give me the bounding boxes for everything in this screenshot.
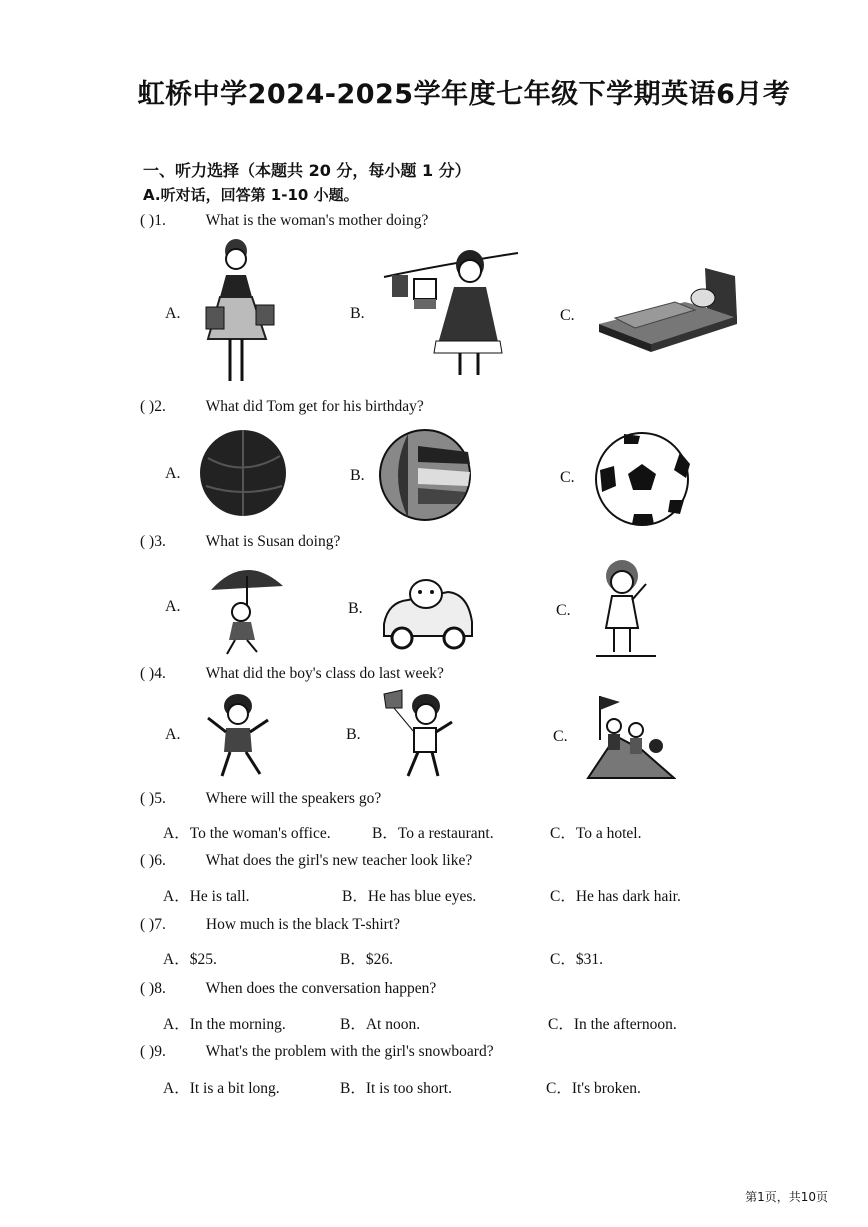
volleyball-icon (378, 428, 473, 523)
option-b[interactable]: B．He has blue eyes. (342, 888, 477, 905)
answer-blank[interactable]: ( )8. (140, 980, 166, 997)
option-c[interactable]: C．To a hotel. (550, 825, 642, 842)
boy-flying-kite-icon (378, 688, 458, 780)
answer-blank[interactable]: ( )2. (140, 398, 166, 415)
page-number: 第1页，共10页 (745, 1190, 828, 1204)
option-a[interactable]: A．To the woman's office. (163, 825, 331, 842)
question-3 (140, 533, 340, 551)
question-1 (140, 212, 428, 230)
option-label-b: B. (348, 600, 363, 617)
question-text: How much is the black T-shirt? (205, 916, 401, 933)
option-a[interactable]: A．$25. (163, 951, 217, 968)
answer-blank[interactable]: ( )1. (140, 212, 166, 229)
part-heading: A.听对话，回答第 1-10 小题。 (143, 186, 359, 204)
soccer-ball-icon (594, 430, 694, 528)
bed-icon (595, 262, 740, 352)
question-text: What did the boy's class do last week? (205, 665, 444, 682)
answer-blank[interactable]: ( )7. (140, 916, 166, 933)
question-text: What's the problem with the girl's snowboard? (205, 1043, 494, 1060)
option-label-a: A. (165, 465, 181, 482)
question-8 (140, 980, 436, 998)
option-c[interactable]: C．$31. (550, 951, 603, 968)
girl-waving-icon (590, 556, 660, 660)
question-2 (140, 398, 424, 416)
answer-blank[interactable]: ( )6. (140, 852, 166, 869)
boy-dancing-icon (198, 688, 278, 780)
question-text: What did Tom get for his birthday? (205, 398, 424, 415)
answer-blank[interactable]: ( )4. (140, 665, 166, 682)
option-c[interactable]: C．It's broken. (546, 1080, 641, 1097)
option-b[interactable]: B．It is too short. (340, 1080, 452, 1097)
question-text: Where will the speakers go? (205, 790, 382, 807)
option-label-b: B. (346, 726, 361, 743)
option-label-c: C. (560, 469, 575, 486)
question-text: What is Susan doing? (205, 533, 341, 550)
woman-shopping-icon (200, 235, 290, 385)
option-label-a: A. (165, 598, 181, 615)
option-a[interactable]: A．He is tall. (163, 888, 250, 905)
section-heading: 一、听力选择（本题共 20 分，每小题 1 分） (143, 161, 471, 180)
page-title: 虹桥中学2024-2025学年度七年级下学期英语6月考 (137, 79, 791, 110)
option-c[interactable]: C．He has dark hair. (550, 888, 681, 905)
question-text: What does the girl's new teacher look like? (205, 852, 473, 869)
question-text: When does the conversation happen? (205, 980, 437, 997)
option-label-c: C. (556, 602, 571, 619)
question-9 (140, 1043, 494, 1061)
option-c[interactable]: C．In the afternoon. (548, 1016, 677, 1033)
question-text: What is the woman's mother doing? (205, 212, 429, 229)
option-a[interactable]: A．It is a bit long. (163, 1080, 280, 1097)
question-4 (140, 665, 444, 683)
question-6 (140, 852, 472, 870)
basketball-icon (198, 428, 288, 518)
dog-in-car-icon (378, 572, 478, 652)
answer-blank[interactable]: ( )9. (140, 1043, 166, 1060)
answer-blank[interactable]: ( )3. (140, 533, 166, 550)
girl-with-umbrella-icon (205, 556, 287, 656)
option-a[interactable]: A．In the morning. (163, 1016, 286, 1033)
option-label-a: A. (165, 305, 181, 322)
woman-hanging-clothes-icon (380, 245, 520, 380)
option-label-c: C. (553, 728, 568, 745)
option-b[interactable]: B．$26. (340, 951, 393, 968)
option-label-b: B. (350, 467, 365, 484)
option-label-c: C. (560, 307, 575, 324)
kids-climbing-icon (586, 690, 676, 780)
option-label-b: B. (350, 305, 365, 322)
option-label-a: A. (165, 726, 181, 743)
option-b[interactable]: B．At noon. (340, 1016, 421, 1033)
question-7 (140, 916, 400, 934)
answer-blank[interactable]: ( )5. (140, 790, 166, 807)
option-b[interactable]: B．To a restaurant. (372, 825, 494, 842)
question-5 (140, 790, 381, 808)
